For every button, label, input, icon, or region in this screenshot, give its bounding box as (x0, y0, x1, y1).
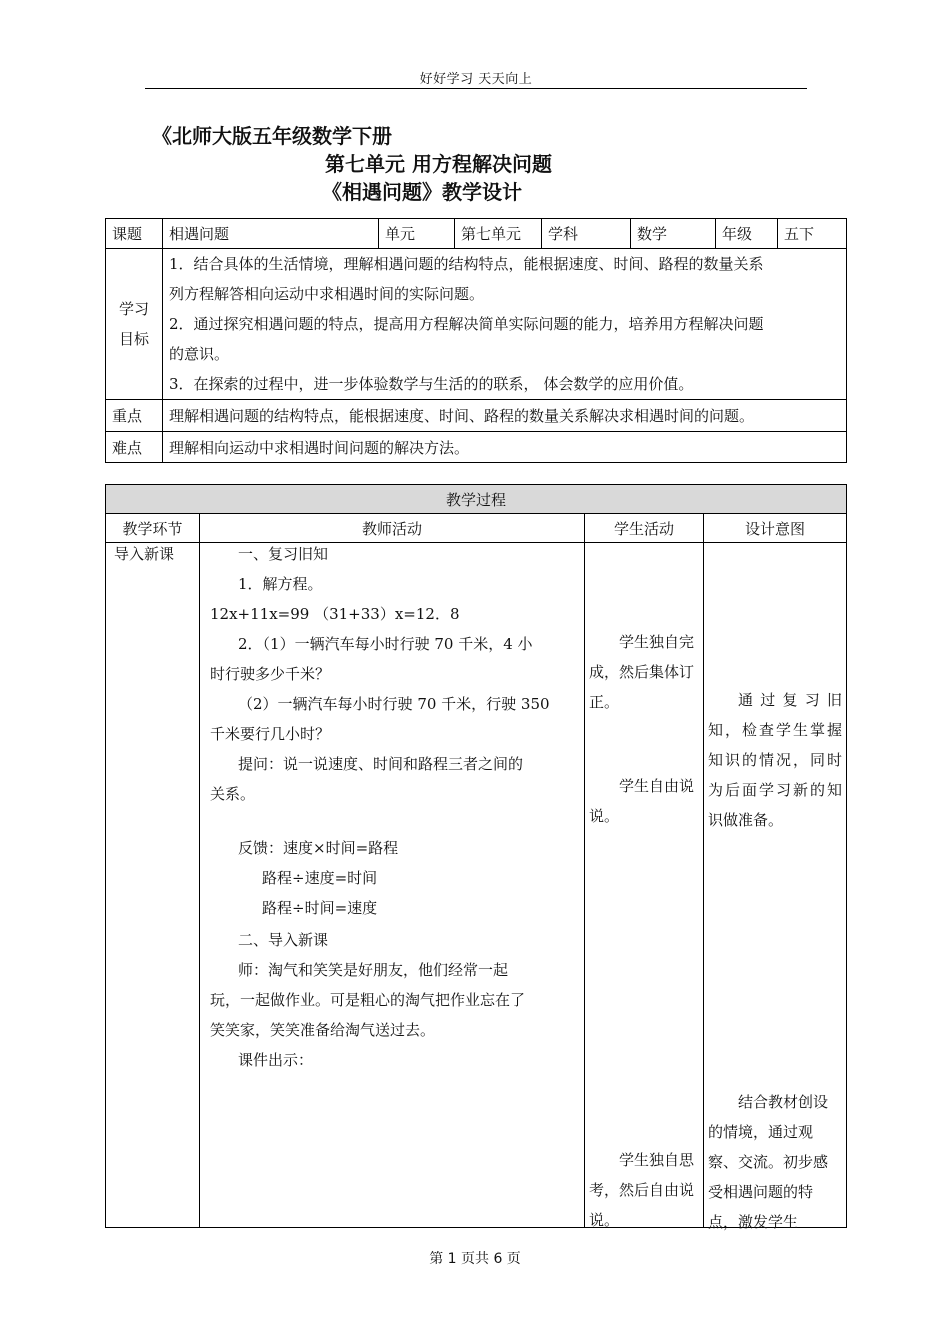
teacher-line: 笑笑家，笑笑准备给淘气送过去。 (210, 1021, 436, 1039)
teacher-line: 二、导入新课 (238, 931, 329, 949)
goal-line: 3．在探索的过程中，进一步体验数学与生活的的联系， 体会数学的应用价值。 (169, 375, 694, 393)
teacher-line: 1．解方程。 (238, 575, 323, 593)
teacher-line: 时行驶多少千米？ (210, 665, 331, 683)
teacher-activity (200, 543, 585, 1228)
teacher-line: （2）一辆汽车每小时行驶 70 千米，行驶 350 (238, 695, 550, 713)
intent-block: 通过复习旧知，检查学生掌握知识的情况，同时为后面学习新的知识做准备。 (708, 691, 843, 829)
teacher-line: 玩，一起做作业。可是粗心的淘气把作业忘在了 (210, 991, 526, 1009)
process-table (105, 484, 847, 1231)
doc-title-line-2: 第七单元 用方程解决问题 (325, 152, 552, 176)
header-rule (145, 88, 807, 89)
value-grade: 五下 (778, 219, 847, 249)
key-point: 理解相遇问题的结构特点，能根据速度、时间、路程的数量关系解决求相遇时间的问题。 (163, 400, 847, 432)
goal-line: 的意识。 (169, 345, 230, 363)
student-block: 学生独自思考，然后自由说说。 (589, 1151, 695, 1229)
label-goals (106, 249, 163, 400)
teacher-line: 2．（1）一辆汽车每小时行驶 70 千米，4 小 (238, 635, 533, 653)
col-stage: 教学环节 (106, 514, 200, 543)
student-block: 学生独自完成，然后集体订正。 (589, 633, 695, 711)
teacher-line: 12x+11x=99 （31+33）x=12．8 (210, 605, 460, 623)
teacher-line: 提问：说一说速度、时间和路程三者之间的 (238, 755, 524, 773)
teacher-line: 一、复习旧知 (238, 545, 329, 563)
student-block: 学生自由说说。 (589, 777, 695, 825)
value-topic: 相遇问题 (163, 219, 379, 249)
process-title: 教学过程 (106, 485, 847, 514)
goals-content (163, 249, 847, 400)
goal-line: 列方程解答相向运动中求相遇时间的实际问题。 (169, 285, 485, 303)
teacher-line: 路程÷时间=速度 (262, 899, 378, 917)
label-subject: 学科 (542, 219, 631, 249)
label-topic: 课题 (106, 219, 163, 249)
intent-block: 结合教材创设的情境，通过观察、交流。初步感受相遇问题的特点，激发学生 (708, 1093, 829, 1231)
label-key-point: 重点 (106, 400, 163, 432)
teacher-line: 师：淘气和笑笑是好朋友，他们经常一起 (238, 961, 509, 979)
design-intent (704, 543, 847, 1231)
label-goals-2: 目标 (118, 330, 149, 348)
page-footer: 第 1 页共 6 页 (429, 1251, 521, 1267)
doc-title-line-3: 《相遇问题》教学设计 (322, 180, 522, 204)
info-table (105, 218, 847, 463)
teacher-line: 关系。 (210, 785, 256, 803)
teacher-line: 课件出示： (238, 1051, 314, 1069)
label-unit: 单元 (379, 219, 455, 249)
goal-line: 1．结合具体的生活情境，理解相遇问题的结构特点，能根据速度、时间、路程的数量关系 (169, 255, 764, 273)
goal-line: 2．通过探究相遇问题的特点，提高用方程解决简单实际问题的能力，培养用方程解决问题 (169, 315, 764, 333)
value-unit: 第七单元 (455, 219, 542, 249)
page-header: 好好学习 天天向上 (419, 72, 533, 87)
stage-label: 导入新课 (114, 545, 175, 563)
label-difficulty: 难点 (106, 432, 163, 463)
teacher-line: 路程÷速度=时间 (262, 869, 378, 887)
col-student: 学生活动 (585, 514, 704, 543)
label-goals-1: 学习 (118, 300, 149, 318)
stage-cell (106, 543, 200, 1228)
teacher-line: 反馈：速度×时间=路程 (238, 839, 399, 857)
value-subject: 数学 (631, 219, 716, 249)
label-grade: 年级 (716, 219, 778, 249)
difficulty: 理解相向运动中求相遇时间问题的解决方法。 (163, 432, 847, 463)
col-teacher: 教师活动 (200, 514, 585, 543)
col-intent: 设计意图 (704, 514, 847, 543)
student-activity (585, 543, 704, 1228)
teacher-line: 千米要行几小时？ (210, 725, 331, 743)
doc-title-line-1: 《北师大版五年级数学下册 (152, 124, 392, 148)
